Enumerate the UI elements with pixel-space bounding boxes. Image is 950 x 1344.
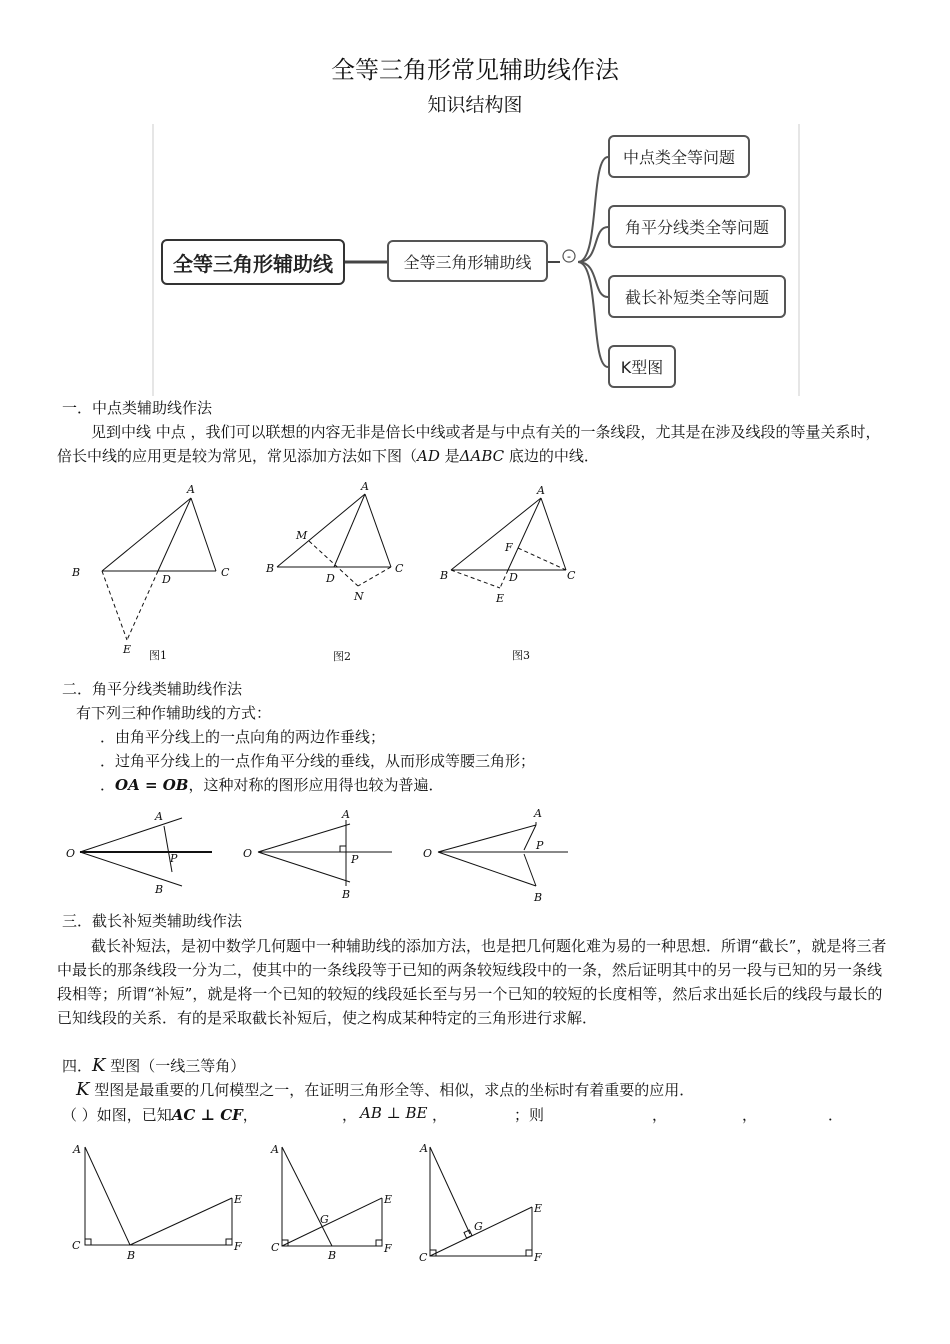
svg-text:D: D xyxy=(326,572,335,585)
mindmap-root[interactable]: 全等三角形辅助线 xyxy=(161,239,345,285)
svg-text:A: A xyxy=(342,808,350,821)
section4-intro: K 型图是最重要的几何模型之一，在证明三角形全等、相似，求点的坐标时有着重要的应用． xyxy=(76,1079,695,1100)
svg-text:P: P xyxy=(351,853,359,866)
svg-text:A: A xyxy=(534,807,542,820)
svg-text:C: C xyxy=(221,566,230,579)
svg-text:E: E xyxy=(496,592,505,605)
svg-text:P: P xyxy=(536,839,544,852)
svg-text:B: B xyxy=(155,883,164,896)
svg-text:N: N xyxy=(354,590,364,603)
figure-2 xyxy=(265,480,404,663)
bisector-figures xyxy=(60,800,590,910)
svg-text:P: P xyxy=(170,852,178,865)
svg-text:B: B xyxy=(342,888,351,901)
section4-question: （ ）如图，已知AC ⊥ CF， ， AB ⊥ BE ， ；则 ， ， ． xyxy=(62,1104,844,1124)
svg-text:E: E xyxy=(234,1193,243,1206)
svg-text:C: C xyxy=(271,1241,280,1254)
svg-text:A: A xyxy=(187,483,195,496)
mindmap-branch-bisector[interactable]: 角平分线类全等问题 xyxy=(608,205,786,248)
bisector-figure-1 xyxy=(66,810,212,896)
mindmap-branch-midpoint[interactable]: 中点类全等问题 xyxy=(608,135,750,178)
svg-text:D: D xyxy=(162,573,171,586)
svg-text:E: E xyxy=(384,1193,393,1206)
svg-text:D: D xyxy=(509,571,518,584)
svg-text:B: B xyxy=(266,562,275,575)
svg-text:E: E xyxy=(534,1202,543,1215)
svg-text:O: O xyxy=(423,847,433,860)
svg-text:A: A xyxy=(361,480,369,493)
svg-text:C: C xyxy=(395,562,404,575)
k-figure-3 xyxy=(419,1142,542,1264)
svg-text:F: F xyxy=(234,1240,242,1253)
k-model-figures xyxy=(60,1135,560,1275)
svg-text:F: F xyxy=(534,1251,542,1264)
page-subtitle: 知识结构图 xyxy=(427,94,523,116)
svg-text:F: F xyxy=(505,541,513,554)
mindmap-center[interactable]: 全等三角形辅助线 xyxy=(387,240,548,282)
svg-text:O: O xyxy=(243,847,253,860)
section2-item-3: ．OA = OB，这种对称的图形应用得也较为普遍． xyxy=(100,776,444,794)
page-title: 全等三角形常见辅助线作法 xyxy=(331,56,619,84)
figure-1 xyxy=(71,483,230,662)
svg-text:B: B xyxy=(328,1249,337,1262)
svg-text:C: C xyxy=(567,569,576,582)
section1-heading: 一．中点类辅助线作法 xyxy=(62,399,213,417)
midpoint-figures xyxy=(60,480,620,670)
section3-body: 截长补短法，是初中数学几何题中一种辅助线的添加方法，也是把几何题化难为易的一种思想．所谓“截长”，就是将三者中最长的那条线段一分为二，使其中的一条线段等于已知的两条较短线段中的一条，然后证明其中的另一段与已知的另一条线段相等；所谓“补短”，就是将一个已知的较短的线段延长至与另一个已知的较短的长度相等，然后求出延长后的线段与最长的已知线段的关系．有的是采取截长补短后，使之构成某种特定的三角形进行求解． xyxy=(57,937,887,1027)
svg-text:B: B xyxy=(440,569,449,582)
svg-text:B: B xyxy=(72,566,81,579)
svg-text:O: O xyxy=(66,847,76,860)
section2-item-2: ．过角平分线上的一点作角平分线的垂线，从而形成等腰三角形； xyxy=(100,752,536,770)
svg-text:A: A xyxy=(537,484,545,497)
svg-text:B: B xyxy=(534,891,543,904)
mindmap-branch-k[interactable]: K型图 xyxy=(608,345,676,388)
section2-heading: 二．角平分线类辅助线作法 xyxy=(62,680,243,698)
k-figure-2 xyxy=(270,1143,392,1262)
section3-heading: 三．截长补短类辅助线作法 xyxy=(62,912,243,930)
svg-text:B: B xyxy=(127,1249,136,1262)
k-figure-1 xyxy=(72,1143,242,1262)
mindmap-connectors xyxy=(0,0,950,400)
svg-text:F: F xyxy=(384,1242,392,1255)
figure-1-caption: 图1 xyxy=(149,649,167,662)
svg-text:A: A xyxy=(420,1142,428,1155)
section4-heading: 四．K 型图（一线三等角） xyxy=(62,1055,246,1076)
svg-text:E: E xyxy=(123,643,132,656)
svg-text:G: G xyxy=(474,1220,483,1233)
figure-3 xyxy=(439,484,576,662)
section2-intro: 有下列三种作辅助线的方式： xyxy=(76,704,272,722)
mindmap-branch-cut-extend[interactable]: 截长补短类全等问题 xyxy=(608,275,786,318)
svg-text:C: C xyxy=(419,1251,428,1264)
svg-text:M: M xyxy=(296,529,308,542)
svg-text:G: G xyxy=(320,1213,329,1226)
figure-2-caption: 图2 xyxy=(333,650,351,663)
svg-text:A: A xyxy=(271,1143,279,1156)
bisector-figure-3 xyxy=(423,807,568,904)
section1-paragraph: 见到中线 中点 ，我们可以联想的内容无非是倍长中线或者是与中点有关的一条线段，尤其是在涉及线段的等量关系时，倍长中线的应用更是较为常见，常见添加方法如下图（AD 是ΔABC 底边的中线． xyxy=(57,423,881,465)
section2-item-1: ．由角平分线上的一点向角的两边作垂线； xyxy=(100,728,386,746)
svg-text:A: A xyxy=(155,810,163,823)
collapse-icon[interactable]: - xyxy=(567,250,571,263)
svg-text:A: A xyxy=(73,1143,81,1156)
svg-text:C: C xyxy=(72,1239,81,1252)
figure-3-caption: 图3 xyxy=(512,649,530,662)
bisector-figure-2 xyxy=(243,808,392,901)
